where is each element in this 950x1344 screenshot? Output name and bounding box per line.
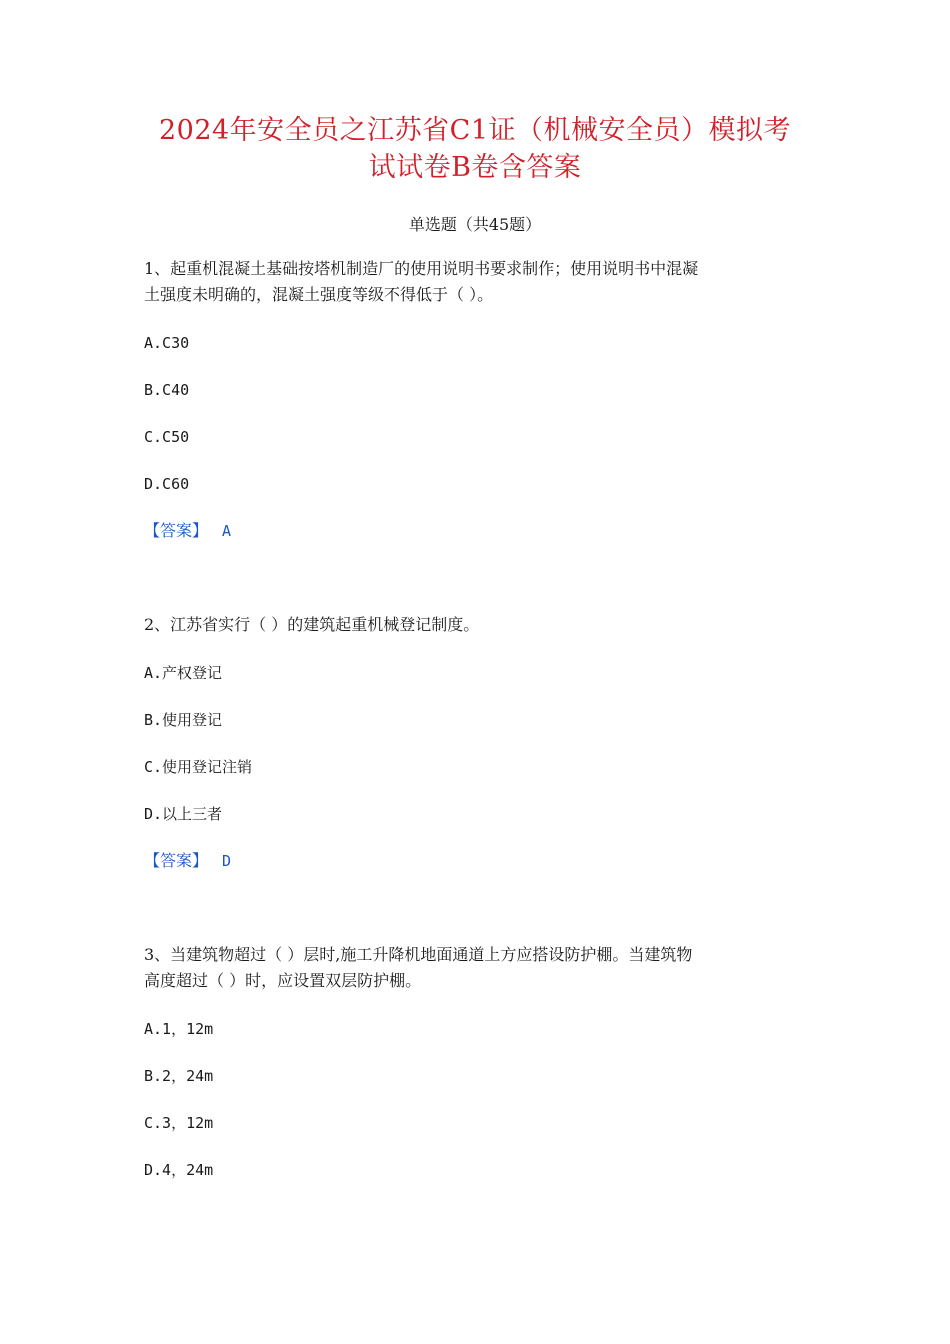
- question-3-stem-line-2: 高度超过（ ）时，应设置双层防护棚。: [144, 971, 422, 990]
- question-3-option-d: D.4，24m: [144, 1161, 214, 1179]
- question-2-option-c: C.使用登记注销: [144, 758, 253, 776]
- question-1-stem-line-1: 1、起重机混凝土基础按塔机制造厂的使用说明书要求制作；使用说明书中混凝: [144, 259, 699, 278]
- question-3-option-b: B.2，24m: [144, 1067, 214, 1085]
- question-3-option-a: A.1，12m: [144, 1020, 214, 1038]
- question-1-option-b: B.C40: [144, 381, 190, 399]
- question-1-answer: [144, 520, 231, 542]
- section-heading: 单选题（共45题）: [408, 215, 542, 234]
- answer-value: D: [222, 852, 232, 870]
- question-2-answer: [144, 850, 231, 872]
- question-3-stem-line-1: 3、当建筑物超过（ ）层时,施工升降机地面通道上方应搭设防护棚。当建筑物: [144, 945, 693, 964]
- question-1-option-c: C.C50: [144, 428, 190, 446]
- question-2-stem-line-1: 2、江苏省实行（ ）的建筑起重机械登记制度。: [144, 615, 480, 634]
- document-title-line-2: 试试卷B卷含答案: [368, 152, 582, 183]
- question-2-option-a: A.产权登记: [144, 664, 223, 682]
- answer-label: 【答案】: [144, 851, 209, 870]
- question-1-option-a: A.C30: [144, 334, 190, 352]
- question-1-option-d: D.C60: [144, 475, 190, 493]
- question-1-stem-line-2: 土强度未明确的，混凝土强度等级不得低于（ ）。: [144, 285, 494, 304]
- answer-value: A: [222, 522, 232, 540]
- document-title-line-1: 2024年安全员之江苏省C1证（机械安全员）模拟考: [158, 115, 792, 146]
- question-2-option-b: B.使用登记: [144, 711, 223, 729]
- question-2-option-d: D.以上三者: [144, 805, 223, 823]
- question-3-option-c: C.3，12m: [144, 1114, 214, 1132]
- answer-label: 【答案】: [144, 521, 209, 540]
